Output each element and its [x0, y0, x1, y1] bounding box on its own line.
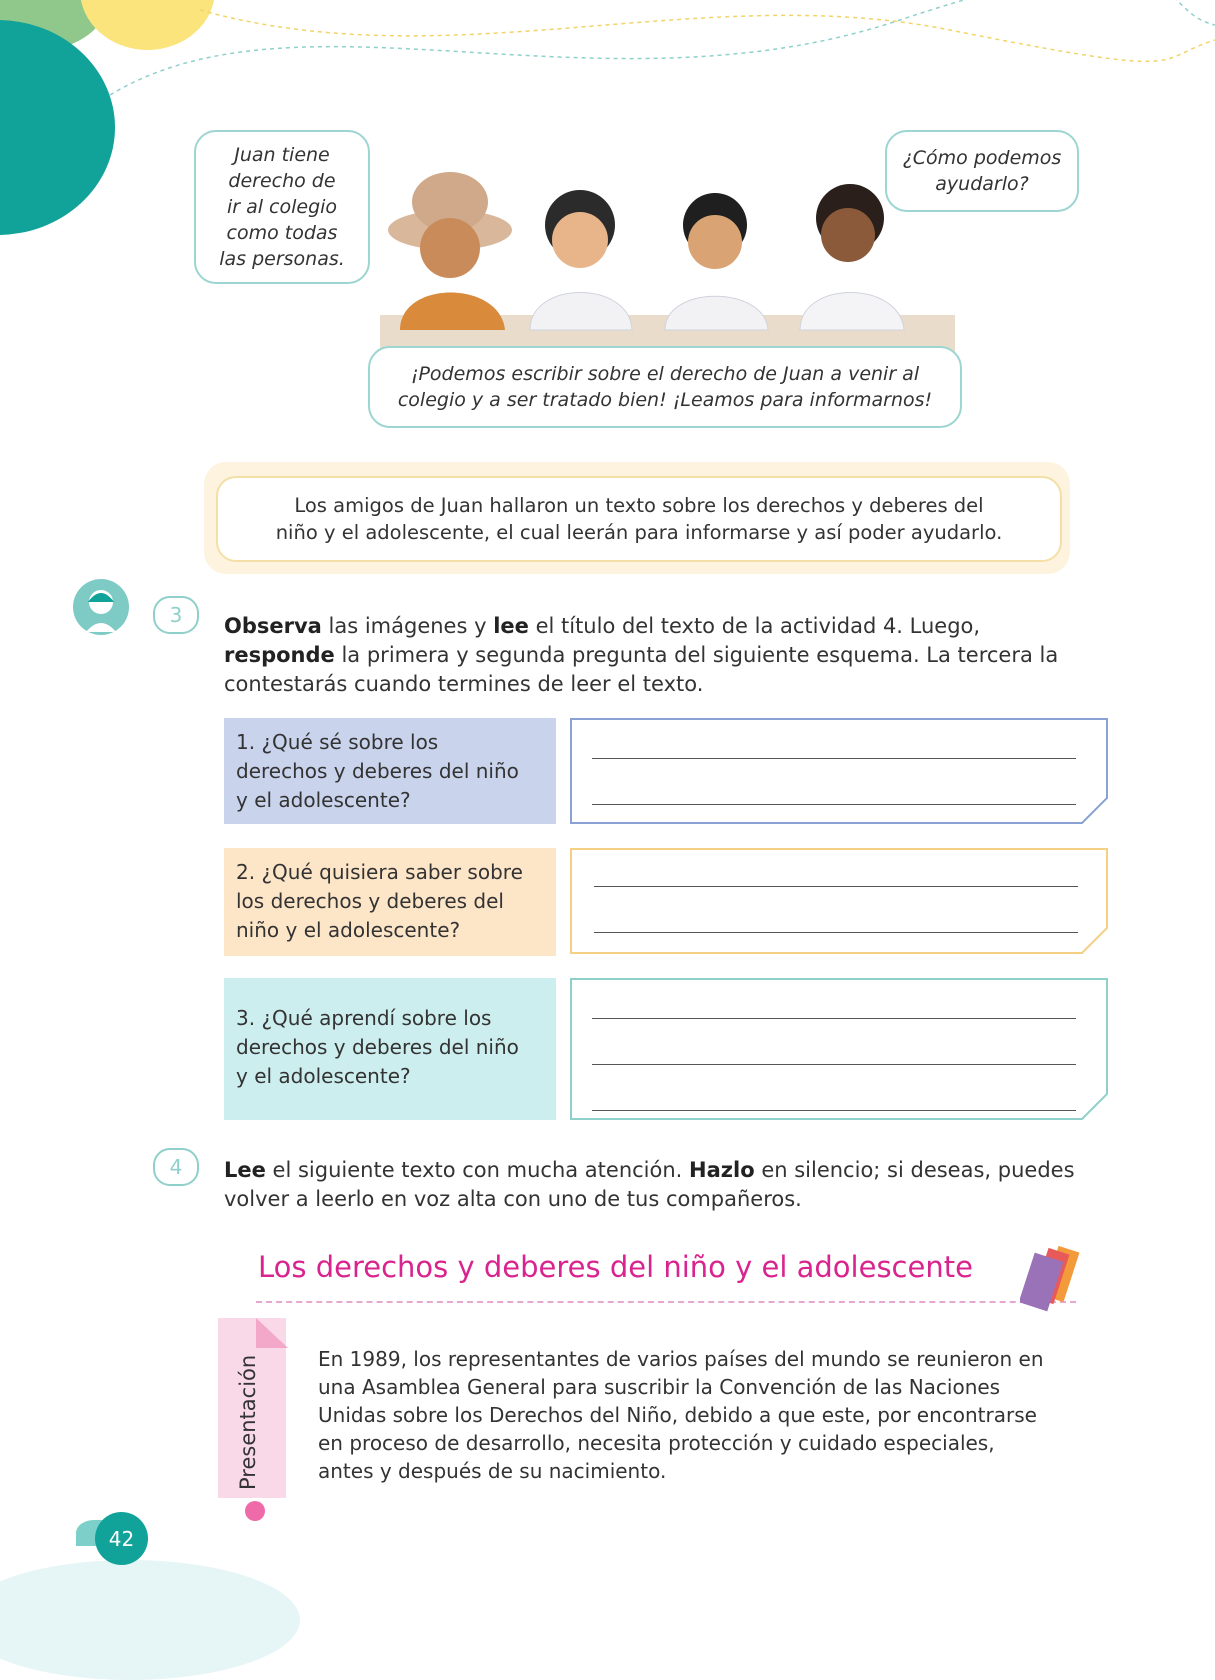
question-text-line: 2. ¿Qué quisiera saber sobre — [236, 860, 523, 884]
bubble-text-line: ¿Cómo podemos — [902, 147, 1062, 169]
pin-icon — [243, 1497, 267, 1525]
decorative-waves — [0, 0, 1215, 110]
keyword-responde: responde — [224, 643, 335, 667]
answer-line — [592, 804, 1076, 805]
keyword-lee: Lee — [224, 1158, 266, 1182]
answer-line — [592, 1110, 1076, 1111]
intro-text-line: niño y el adolescente, el cual leerán para informarse y así poder ayudarlo. — [275, 521, 1003, 544]
answer-box-3[interactable] — [570, 978, 1108, 1120]
question-text-line: 3. ¿Qué aprendí sobre los — [236, 1006, 492, 1030]
presentation-paragraph — [318, 1345, 1098, 1485]
speech-bubble-podemos — [368, 346, 962, 428]
answer-box-2[interactable] — [570, 848, 1108, 954]
answer-line — [592, 1018, 1076, 1019]
instruction-text: la primera y segunda pregunta del siguiente esquema. La tercera la — [334, 643, 1059, 667]
question-box-2 — [224, 848, 556, 956]
intro-box — [216, 476, 1062, 562]
bubble-text-line: las personas. — [219, 248, 345, 270]
decorative-circle-bottom — [0, 1560, 300, 1680]
answer-box-1[interactable] — [570, 718, 1108, 824]
bubble-text-line: como todas — [226, 222, 338, 244]
instruction-text: las imágenes y — [321, 614, 494, 638]
question-text-line: y el adolescente? — [236, 788, 411, 812]
paragraph-line: en proceso de desarrollo, necesita protección y cuidado especiales, — [318, 1431, 995, 1455]
paragraph-line: antes y después de su nacimiento. — [318, 1459, 667, 1483]
paragraph-line: Unidas sobre los Derechos del Niño, debido a que este, por encontrarse — [318, 1403, 1037, 1427]
question-text-line: derechos y deberes del niño — [236, 759, 519, 783]
instruction-text: el siguiente texto con mucha atención. — [265, 1158, 690, 1182]
instruction-text: volver a leerlo en voz alta con uno de tus compañeros. — [224, 1187, 802, 1211]
page-number: 42 — [95, 1512, 148, 1565]
bubble-text-line: Juan tiene — [234, 144, 330, 166]
question-text-line: derechos y deberes del niño — [236, 1035, 519, 1059]
answer-line — [592, 1064, 1076, 1065]
title-divider — [256, 1301, 1076, 1303]
speech-bubble-como — [885, 130, 1079, 212]
activity-number-4: 4 — [153, 1148, 199, 1186]
answer-line — [592, 758, 1076, 759]
question-box-1 — [224, 718, 556, 824]
instruction-text: en silencio; si deseas, puedes — [754, 1158, 1075, 1182]
strip-corner — [256, 1318, 288, 1348]
answer-line — [594, 886, 1078, 887]
keyword-hazlo: Hazlo — [689, 1158, 755, 1182]
bubble-text-line: ¡Podemos escribir sobre el derecho de Juan a venir al — [410, 363, 920, 385]
bubble-text-line: colegio y a ser tratado bien! ¡Leamos para informarnos! — [397, 389, 933, 411]
instruction-text: contestarás cuando termines de leer el texto. — [224, 672, 704, 696]
instruction-text: el título del texto de la actividad 4. Luego, — [528, 614, 981, 638]
activity-4-instructions — [224, 1156, 1124, 1214]
question-text-line: 1. ¿Qué sé sobre los — [236, 730, 439, 754]
children-illustration — [370, 160, 970, 360]
paragraph-line: En 1989, los representantes de varios países del mundo se reunieron en — [318, 1347, 1044, 1371]
speech-bubble-juan — [194, 130, 370, 284]
keyword-observa: Observa — [224, 614, 322, 638]
activity-number-3: 3 — [153, 596, 199, 634]
activity-3-instructions — [224, 612, 1104, 699]
answer-box-border — [570, 848, 1108, 954]
question-box-3 — [224, 978, 556, 1120]
bubble-text-line: ir al colegio — [226, 196, 338, 218]
paragraph-line: una Asamblea General para suscribir la Convención de las Naciones — [318, 1375, 1001, 1399]
question-text-line: los derechos y deberes del — [236, 889, 504, 913]
student-icon — [72, 578, 130, 636]
question-text-line: niño y el adolescente? — [236, 918, 461, 942]
bubble-text-line: ayudarlo? — [935, 173, 1029, 195]
books-icon — [1020, 1242, 1100, 1312]
bubble-text-line: derecho de — [228, 170, 336, 192]
intro-text-line: Los amigos de Juan hallaron un texto sobre los derechos y deberes del — [294, 494, 984, 517]
answer-box-border — [570, 718, 1108, 824]
section-label: Presentación — [236, 1354, 260, 1490]
keyword-lee: lee — [493, 614, 529, 638]
answer-box-border — [570, 978, 1108, 1120]
answer-line — [594, 932, 1078, 933]
reading-title: Los derechos y deberes del niño y el adolescente — [258, 1250, 973, 1284]
question-text-line: y el adolescente? — [236, 1064, 411, 1088]
